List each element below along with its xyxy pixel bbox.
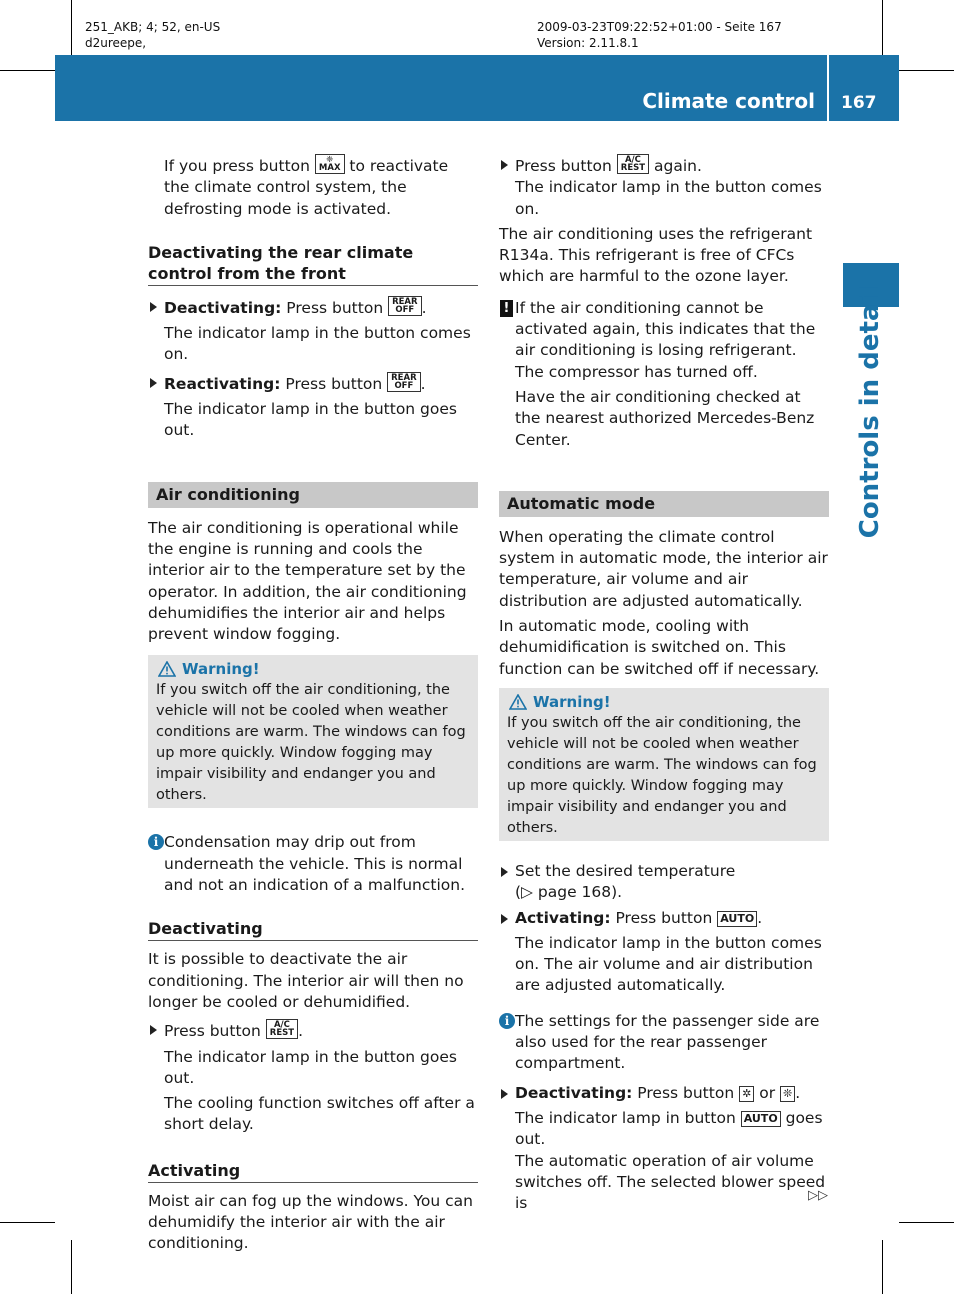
press-ac-result: The indicator lamp in the button goes out. (164, 1047, 457, 1087)
left-column (148, 154, 478, 1255)
meta-line: Version: 2.11.8.1 (537, 36, 639, 50)
auto-key-icon: AUTO (741, 1111, 781, 1127)
warning-triangle-icon (509, 694, 527, 710)
air-conditioning-heading: Air conditioning (148, 482, 478, 508)
step-arrow-icon (501, 914, 508, 924)
info-note: i Condensation may drip out from underneath the vehicle. This is normal and not an indication of a malfunction. (148, 832, 478, 896)
press-ac-result: The cooling function switches off after a short delay. (164, 1094, 475, 1134)
info-icon: i (499, 1013, 515, 1029)
warning-heading: Warning! (507, 691, 821, 713)
right-column (499, 154, 829, 1214)
page-number: 167 (841, 93, 877, 113)
defrost-max-key-icon: ❈ MAX (315, 154, 345, 174)
step-arrow-icon (501, 1089, 508, 1099)
auto-key-icon: AUTO (717, 911, 757, 927)
rear-off-key-icon: REAR OFF (387, 372, 420, 392)
meta-line: d2ureepe, (85, 36, 147, 50)
deactivating-body: It is possible to deactivate the air conditioning. The interior air will then no longer be cooled or dehumidified. (148, 950, 464, 1011)
section-title: Climate control (642, 89, 815, 113)
crop-mark (71, 1240, 72, 1294)
crop-mark (882, 0, 883, 55)
notice: ! If the air conditioning cannot be activated again, this indicates that the air conditioning is losing refrigerant. The compressor has turned off. (499, 298, 829, 383)
automatic-mode-body: When operating the climate control system in automatic mode, the interior air temperature, air volume and air distribution are adjusted automatically. (499, 527, 828, 610)
exclamation-icon: ! (500, 300, 513, 317)
warning-box (499, 688, 829, 841)
press-ac-again-step: Press button A/C REST again. (499, 154, 829, 177)
reactivate-step: Reactivating: Press button REAR OFF . (148, 372, 478, 395)
ac-rest-key-icon: A/C REST (617, 154, 649, 174)
continue-arrows-icon: ▷▷ (808, 1188, 828, 1203)
reactivate-result: The indicator lamp in the button goes out. (164, 400, 457, 440)
step-arrow-icon (501, 160, 508, 170)
press-ac-again-result: The indicator lamp in the button comes on. (515, 178, 822, 218)
deactivate-auto-result: The automatic operation of air volume switches off. The selected blower speed is (515, 1151, 826, 1213)
activating-body: Moist air can fog up the windows. You can dehumidify the interior air with the air conditioning. (148, 1191, 474, 1253)
press-ac-step: Press button A/C REST . (148, 1019, 478, 1042)
deactivating-heading: Deactivating (148, 918, 478, 941)
deactivate-auto-step: Deactivating: Press button ✲ or ❊ . (499, 1083, 829, 1104)
fan-decrease-key-icon: ✲ (739, 1086, 754, 1102)
warning-box (148, 655, 478, 808)
warning-text: If you switch off the air conditioning, the vehicle will not be cooled when weather conditions are warm. The windows can fog up more quickly. Window fogging may impair visibility and endanger you and others. (507, 714, 817, 836)
activating-heading: Activating (148, 1160, 478, 1183)
ac-rest-key-icon: A/C REST (266, 1019, 298, 1039)
step-arrow-icon (150, 1025, 157, 1035)
automatic-mode-heading: Automatic mode (499, 491, 829, 517)
crop-mark (899, 1222, 954, 1223)
activate-auto-step: Activating: Press button AUTO . (499, 908, 829, 929)
refrigerant-text: The air conditioning uses the refrigerant R134a. This refrigerant is free of CFCs which are harmful to the ozone layer. (499, 224, 813, 286)
print-meta-left (85, 19, 220, 51)
automatic-mode-body: In automatic mode, cooling with dehumidification is switched on. This function can be switched off if necessary. (499, 617, 820, 678)
print-meta-right (537, 19, 782, 51)
meta-line: 251_AKB; 4; 52, en-US (85, 20, 221, 34)
fan-increase-key-icon: ❊ (780, 1086, 795, 1102)
header-divider (827, 55, 829, 121)
step-arrow-icon (501, 867, 508, 877)
crop-mark (0, 1222, 55, 1223)
header-band (55, 55, 899, 121)
rear-climate-heading: Deactivating the rear climate control from the front (148, 242, 478, 286)
meta-line: 2009-03-23T09:22:52+01:00 - Seite 167 (537, 20, 782, 34)
notice-continued: Have the air conditioning checked at the nearest authorized Mercedes-Benz Center. (515, 387, 815, 449)
step-arrow-icon (150, 302, 157, 312)
deactivate-step: Deactivating: Press button REAR OFF . (148, 296, 478, 319)
deactivate-auto-result: The indicator lamp in button AUTO goes out. (515, 1108, 823, 1149)
defrost-note: If you press button ❈ MAX to reactivate the climate control system, the defrosting mode is activated. (164, 155, 449, 218)
warning-heading: Warning! (156, 658, 470, 680)
step-arrow-icon (150, 378, 157, 388)
info-note: i The settings for the passenger side are also used for the rear passenger compartment. (499, 1011, 829, 1075)
air-conditioning-body: The air conditioning is operational while the engine is running and cools the interior air to the temperature set by the operator. In addition, the air conditioning dehumidifies the interior air and helps prevent window fogging. (148, 518, 467, 644)
deactivate-result: The indicator lamp in the button comes on. (164, 324, 471, 364)
crop-mark (71, 0, 72, 55)
warning-triangle-icon (158, 661, 176, 677)
set-temperature-step: Set the desired temperature (▷ page 168). (499, 861, 829, 904)
crop-mark (0, 70, 55, 71)
crop-mark (899, 70, 954, 71)
crop-mark (882, 1240, 883, 1294)
warning-text: If you switch off the air conditioning, the vehicle will not be cooled when weather conditions are warm. The windows can fog up more quickly. Window fogging may impair visibility and endanger you and others. (156, 682, 466, 804)
rear-off-key-icon: REAR OFF (388, 296, 421, 316)
side-chapter-label: Controls in detail (855, 285, 885, 539)
activate-auto-result: The indicator lamp in the button comes on. The air volume and air distribution are adjusted automatically. (515, 933, 822, 995)
info-icon: i (148, 834, 164, 850)
